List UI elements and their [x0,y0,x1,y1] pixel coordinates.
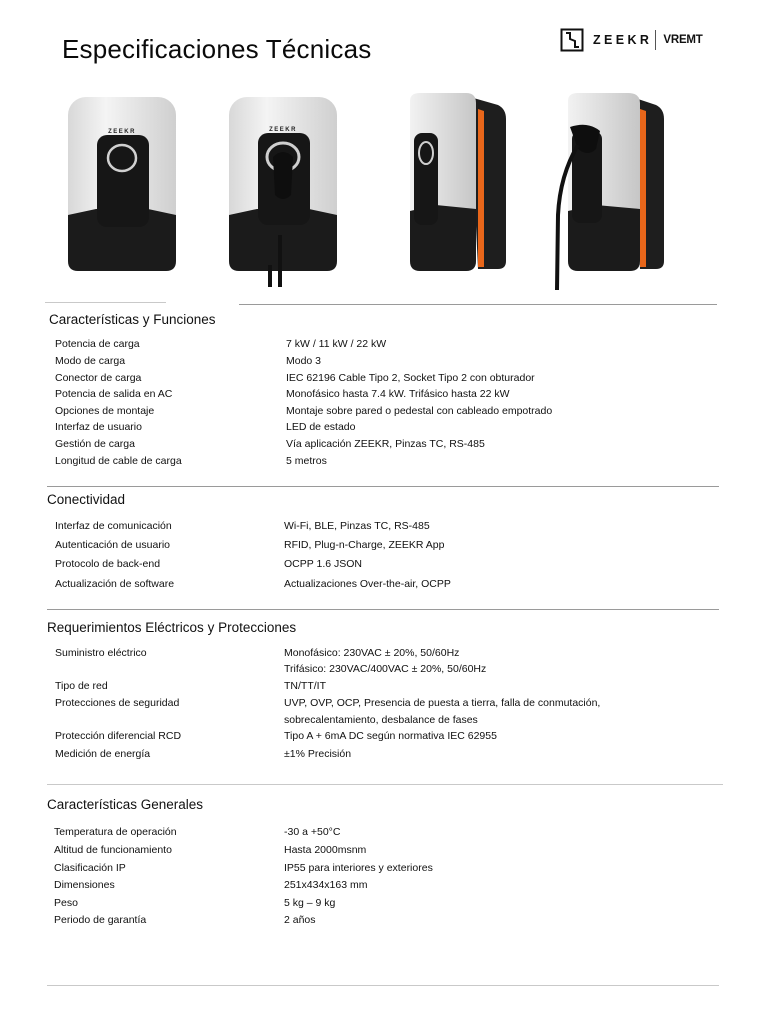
spec-value: Actualizaciones Over-the-air, OCPP [284,578,451,590]
spec-value: Modo 3 [286,355,322,367]
vremt-wordmark: VREMT [663,34,703,46]
charger-wordmark: ZEEKR [269,127,297,133]
spec-label: Longitud de cable de carga [55,455,182,467]
spec-value: IEC 62196 Cable Tipo 2, Socket Tipo 2 con obturador [286,372,535,384]
spec-label: Conector de carga [55,372,142,384]
spec-value: Trifásico: 230VAC/400VAC ± 20%, 50/60Hz [284,663,487,675]
spec-label: Altitud de funcionamiento [54,844,172,856]
spec-label: Protecciones de seguridad [55,697,180,709]
spec-label: Gestión de carga [55,438,135,450]
spec-value: 2 años [284,914,316,926]
spec-value: -30 a +50°C [284,826,341,838]
spec-label: Modo de carga [55,355,126,367]
spec-value: LED de estado [286,421,356,433]
spec-label: Interfaz de usuario [55,421,142,433]
spec-label: Tipo de red [55,680,108,692]
spec-value: Wi-Fi, BLE, Pinzas TC, RS-485 [284,520,430,532]
divider [47,486,719,487]
charger-front-with-plug-icon [229,97,337,287]
spec-label: Peso [54,897,78,909]
charger-front-icon [68,97,176,271]
spec-value: Vía aplicación ZEEKR, Pinzas TC, RS-485 [286,438,485,450]
spec-label: Autenticación de usuario [55,539,170,551]
spec-value: IP55 para interiores y exteriores [284,862,433,874]
zeekr-logo-icon [560,28,584,52]
charger-side-with-plug-icon [557,93,664,290]
divider [47,985,719,986]
section-title: Características y Funciones [49,312,216,327]
spec-label: Potencia de carga [55,338,140,350]
spec-value: UVP, OVP, OCP, Presencia de puesta a tierra, falla de conmutación, [284,697,601,709]
charger-wordmark: ZEEKR [108,129,136,135]
spec-label: Temperatura de operación [54,826,177,838]
spec-value: Monofásico: 230VAC ± 20%, 50/60Hz [284,647,460,659]
spec-value: Hasta 2000msnm [284,844,367,856]
spec-value: Montaje sobre pared o pedestal con cableado empotrado [286,405,553,417]
spec-value: 5 metros [286,455,327,467]
divider [45,302,166,303]
divider [47,784,723,785]
section-title: Requerimientos Eléctricos y Protecciones [47,620,297,635]
spec-label: Dimensiones [54,879,115,891]
spec-label: Opciones de montaje [55,405,155,417]
spec-label: Protección diferencial RCD [55,730,182,742]
section-title: Características Generales [47,797,204,812]
spec-value: 251x434x163 mm [284,879,368,891]
zeekr-wordmark: ZEEKR [593,33,653,47]
page-title: Especificaciones Técnicas [62,34,372,64]
spec-value: sobrecalentamiento, desbalance de fases [284,714,478,726]
spec-value: TN/TT/IT [284,680,326,692]
spec-value: 7 kW / 11 kW / 22 kW [286,338,387,350]
spec-label: Interfaz de comunicación [55,520,172,532]
spec-value: RFID, Plug-n-Charge, ZEEKR App [284,539,445,551]
spec-label: Suministro eléctrico [55,647,147,659]
spec-value: 5 kg – 9 kg [284,897,336,909]
spec-label: Periodo de garantía [54,914,147,926]
divider [239,304,717,305]
brand-logos [560,26,703,54]
spec-label: Potencia de salida en AC [55,388,173,400]
spec-label: Clasificación IP [54,862,126,874]
divider [47,609,719,610]
spec-value: OCPP 1.6 JSON [284,558,363,570]
spec-label: Protocolo de back-end [55,558,161,570]
logo-divider [655,30,656,50]
spec-label: Actualización de software [55,578,175,590]
spec-value: Tipo A + 6mA DC según normativa IEC 62955 [284,730,497,742]
product-images [0,85,768,295]
spec-value: Monofásico hasta 7.4 kW. Trifásico hasta 22 kW [286,388,510,400]
charger-side-icon [410,93,506,271]
section-title: Conectividad [47,492,126,507]
spec-value: ±1% Precisión [284,748,352,760]
spec-label: Medición de energía [55,748,151,760]
